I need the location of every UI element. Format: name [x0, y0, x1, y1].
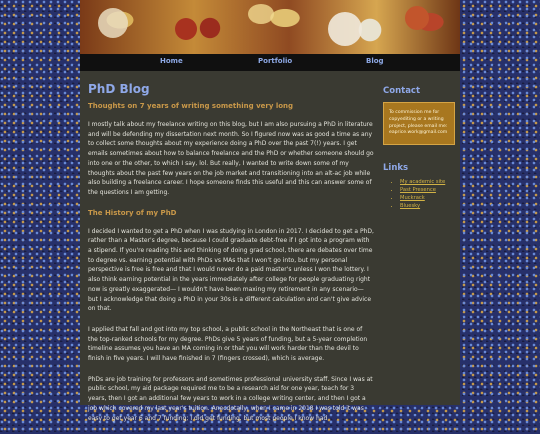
sidebar — [383, 86, 455, 211]
top-nav — [80, 54, 460, 71]
nav-portfolio-link[interactable]: Portfolio — [258, 57, 293, 65]
links-list — [383, 179, 455, 211]
list-item — [400, 203, 455, 211]
nav-home-link[interactable]: Home — [160, 57, 183, 65]
post-paragraph: I decided I wanted to get a PhD when I was studying in London in 2017. I decided to get a PhD, rather than a Master's degree, because I could graduate debt-free if I got into a program with a stipend. If you're reading this and thinking of doing grad school, there are debates over time to degree vs. earning potential with PhDs vs MAs that I won't go into, but my personal perspective is free is free and that I would never do a paid master's unless I won the lottery. I also think earning potential in the years immediately after college for people graduating right now is greatly exaggerated— I wouldn't have been maxing my retirement in any scenario— but I acknowledge that doing a PhD in your 30s is a different calculation and can't give advice on that. — [88, 227, 374, 313]
list-item — [400, 195, 455, 203]
link-academic-site[interactable]: My academic site — [400, 179, 446, 186]
post-paragraph: I mostly talk about my freelance writing on this blog, but I am also pursuing a PhD in literature and will be defending my dissertation next month. So I figured now was as good a time as any to collect some thoughts about my experience doing a PhD over the past 7(!) years. I get emails sometimes about how to balance freelance and the PhD or whether someone should go into one or the other, to which I say, lol. But really, I wanted to write down some of my thoughts about the past few years on the job market and transitioning into an alt-ac job while also building a freelance career. I hope someone finds this useful and this can answer some of the questions I am getting. — [88, 121, 374, 196]
links-heading: Links — [383, 163, 409, 174]
blog-title: PhD Blog — [88, 82, 150, 96]
link-muckrack[interactable]: Muckrack — [400, 195, 425, 201]
list-item — [400, 179, 455, 187]
link-bluesky[interactable]: Bluesky — [400, 202, 421, 209]
main-content — [88, 82, 374, 434]
page-container — [80, 0, 460, 422]
link-past-presence[interactable]: Past Presence — [400, 187, 436, 194]
section-heading: The History of my PhD — [88, 208, 177, 217]
contact-heading: Contact — [383, 86, 421, 96]
post-paragraph: I applied that fall and got into my top school, a public school in the Northeast that is one of the top-ranked schools for my degree. PhDs give 5 years of funding, but a 5-year completion timeline assumes you have an MA coming in or that you will work harder than the devil to finish in five years. I will have finished in 7 (fingers crossed), which is average. — [88, 325, 368, 363]
post-title: Thoughts on 7 years of writing something very long — [88, 102, 294, 110]
post-paragraph: PhDs are job training for professors and sometimes professional university staff. Since I was at public school, my aid package required me to be a research aid for one year, teach for 3 years, then I got an additional few years to work in a college writing center, and then I got a job which covered my last year's tuition. Anecdotally, when I came in 2018 I was told it was easy to get year 6 and 7 funding; I did get funding, but most people I know had — [88, 375, 373, 422]
header-banner-image — [80, 0, 460, 54]
contact-box: To commission me for copyediting or a writing project, please email me: eaprice.work@gmail.com — [383, 102, 455, 145]
nav-blog-link[interactable]: Blog — [366, 57, 384, 65]
list-item — [400, 187, 455, 195]
